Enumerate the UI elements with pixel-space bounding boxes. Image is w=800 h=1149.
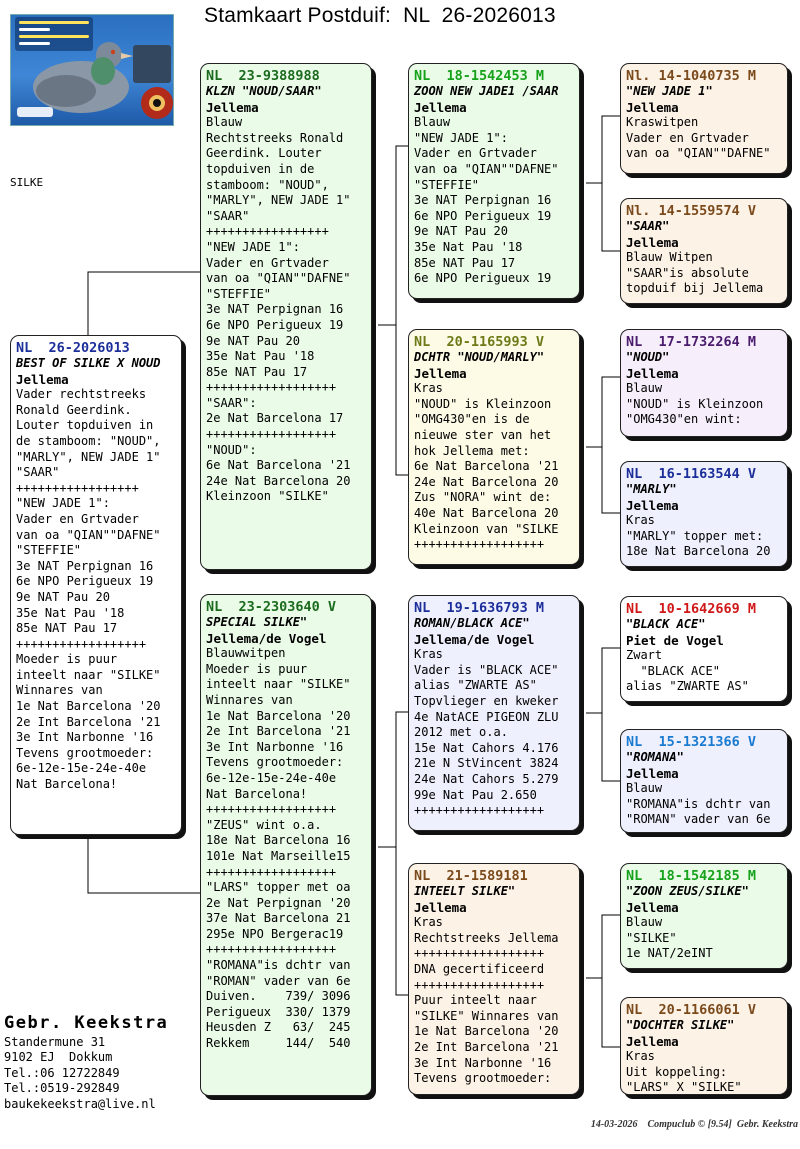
card-line: ++++++++++++++++++ xyxy=(206,802,337,817)
card-line: Tevens grootmoeder: xyxy=(16,745,154,760)
card-line: "OMG430"en is de xyxy=(414,412,530,427)
ring-number: NL 23-9388988 xyxy=(206,68,320,84)
ring-number: NL 26-2026013 xyxy=(16,340,130,356)
card-line: 35e Nat Pau '18 xyxy=(414,239,523,254)
card-line: "MARLY" topper met: xyxy=(626,528,764,543)
card-line: 9e NAT Pau 20 xyxy=(206,333,300,348)
card-line: ++++++++++++++++++ xyxy=(414,946,545,961)
card-line: 4e NatACE PIGEON ZLU xyxy=(414,709,559,724)
breeder-street: Standermune 31 xyxy=(4,1034,106,1049)
card-line: 1e NAT/2eINT xyxy=(626,946,713,961)
card-line: inteelt naar "SILKE" xyxy=(206,677,351,692)
owner-name: Jellema xyxy=(206,99,259,115)
pedigree-card-father[interactable] xyxy=(200,63,372,570)
card-line: Kleinzoon van "SILKE xyxy=(414,521,559,536)
pigeon-name: BEST OF SILKE X NOUD xyxy=(16,356,161,370)
card-line: 3e Int Narbonne '16 xyxy=(206,739,344,754)
pedigree-card-ff-mother[interactable] xyxy=(620,198,788,304)
feather-color: Kras xyxy=(414,381,443,396)
owner-name: Jellema xyxy=(414,365,467,381)
feather-color: Kras xyxy=(626,1049,655,1064)
owner-name: Jellema xyxy=(626,234,679,250)
card-line: 6e Nat Barcelona '21 xyxy=(206,458,351,473)
card-line: 18e Nat Barcelona 16 xyxy=(206,833,351,848)
owner-name: Jellema xyxy=(626,99,679,115)
ring-number: NL 15-1321366 V xyxy=(626,734,757,750)
feather-color: Blauw xyxy=(414,115,451,130)
card-line: "ROMAN" vader van 6e xyxy=(626,812,771,827)
card-line: Geerdink. Louter xyxy=(206,146,322,161)
card-line: 18e Nat Barcelona 20 xyxy=(626,544,771,559)
feather-color: Kras xyxy=(414,647,443,662)
card-line: 1e Nat Barcelona '20 xyxy=(16,699,161,714)
card-line: Tevens grootmoeder: xyxy=(206,755,344,770)
owner-name: Piet de Vogel xyxy=(626,632,724,648)
pigeon-name: "BLACK ACE" xyxy=(626,617,706,631)
card-line: Topvlieger en kweker xyxy=(414,693,559,708)
pedigree-card-mf-mother[interactable] xyxy=(620,729,788,833)
card-line: "SAAR": xyxy=(206,395,257,410)
card-line: 15e Nat Cahors 4.176 xyxy=(414,740,559,755)
pigeon-name: KLZN "NOUD/SAAR" xyxy=(206,84,322,98)
owner-name: Jellema xyxy=(626,1033,679,1049)
card-line: alias "ZWARTE AS" xyxy=(414,678,537,693)
card-line: "ROMANA"is dchtr van xyxy=(626,796,771,811)
card-line: 6e Nat Barcelona '21 xyxy=(414,459,559,474)
card-line: "LARS" topper met oa xyxy=(206,880,351,895)
pigeon-name: "ZOON ZEUS/SILKE" xyxy=(626,884,749,898)
card-line: 35e Nat Pau '18 xyxy=(16,605,125,620)
card-line: "SAAR" xyxy=(16,465,60,480)
card-line: Tevens grootmoeder: xyxy=(414,1071,552,1086)
card-line: 6e NPO Perigueux 19 xyxy=(16,574,154,589)
card-line: ++++++++++++++++++ xyxy=(16,636,147,651)
card-line: 3e Int Narbonne '16 xyxy=(414,1055,552,1070)
card-line: Vader is "BLACK ACE" xyxy=(414,662,559,677)
breeder-info xyxy=(4,1013,169,1112)
card-line: "MARLY", NEW JADE 1" xyxy=(16,449,161,464)
owner-name: Jellema xyxy=(626,365,679,381)
card-line: alias "ZWARTE AS" xyxy=(626,679,749,694)
breeder-email[interactable]: baukekeekstra@live.nl xyxy=(4,1096,156,1111)
card-line: "OMG430"en wint: xyxy=(626,412,742,427)
owner-name: Jellema xyxy=(626,497,679,513)
card-line: 3e Int Narbonne '16 xyxy=(16,730,154,745)
owner-name: Jellema xyxy=(626,765,679,781)
page-title: Stamkaart Postduif: NL 26-2026013 xyxy=(204,4,556,27)
card-line: DNA gecertificeerd xyxy=(414,961,545,976)
card-line: ++++++++++++++++++ xyxy=(206,427,337,442)
card-line: 2012 met o.a. xyxy=(414,725,508,740)
owner-name: Jellema xyxy=(626,899,679,915)
card-line: 9e NAT Pau 20 xyxy=(16,589,110,604)
card-line: Heusden Z 63/ 245 xyxy=(206,1020,351,1035)
card-line: 2e Int Barcelona '21 xyxy=(206,724,351,739)
card-line: Perigueux 330/ 1379 xyxy=(206,1004,351,1019)
card-line: 1e Nat Barcelona '20 xyxy=(206,708,351,723)
card-line: ++++++++++++++++++ xyxy=(414,803,545,818)
card-line: Moeder is puur xyxy=(16,652,118,667)
ring-number: NL 23-2303640 V xyxy=(206,599,337,615)
ring-number: NL 21-1589181 xyxy=(414,868,528,884)
card-line: Zus "NORA" wint de: xyxy=(414,490,552,505)
ring-number: NL 19-1636793 M xyxy=(414,600,545,616)
feather-color: Kraswitpen xyxy=(626,115,699,130)
card-line: "NOUD" is Kleinzoon xyxy=(414,396,552,411)
feather-color: Zwart xyxy=(626,648,663,663)
card-line: Louter topduiven in xyxy=(16,418,154,433)
card-line: +++++++++++++++++ xyxy=(206,224,329,239)
card-line: 2e Nat Barcelona 17 xyxy=(206,411,344,426)
card-line: Rekkem 144/ 540 xyxy=(206,1036,351,1051)
card-line: 21e N StVincent 3824 xyxy=(414,756,559,771)
card-line: 101e Nat Marseille15 xyxy=(206,848,351,863)
feather-color: Blauw Witpen xyxy=(626,250,713,265)
pedigree-card-mm-mother[interactable] xyxy=(620,997,788,1095)
card-line: van oa "QIAN""DAFNE" xyxy=(206,271,351,286)
pedigree-card-mf-father[interactable] xyxy=(620,596,788,702)
print-footer: 14-03-2026 Compuclub © [9.54] Gebr. Keekstra xyxy=(590,1119,798,1130)
card-line: "LARS" X "SILKE" xyxy=(626,1080,742,1095)
ring-number: Nl. 14-1040735 M xyxy=(626,68,757,84)
pedigree-card-fm-mother[interactable] xyxy=(620,461,788,567)
card-line: 85e NAT Pau 17 xyxy=(206,364,308,379)
ring-number: NL 17-1732264 M xyxy=(626,334,757,350)
card-line: 6e-12e-15e-24e-40e xyxy=(16,761,147,776)
card-line: Vader en Grtvader xyxy=(206,255,329,270)
card-line: 24e Nat Cahors 5.279 xyxy=(414,771,559,786)
card-line: 35e Nat Pau '18 xyxy=(206,349,315,364)
card-line: "STEFFIE" xyxy=(206,286,272,301)
card-line: nieuwe ster van het xyxy=(414,427,552,442)
card-line: van oa "QIAN""DAFNE" xyxy=(626,146,771,161)
card-line: 24e Nat Barcelona 20 xyxy=(206,473,351,488)
card-line: van oa "QIAN""DAFNE" xyxy=(16,527,161,542)
card-line: 3e NAT Perpignan 16 xyxy=(16,558,154,573)
card-line: "ROMAN" vader van 6e xyxy=(206,973,351,988)
card-line: Vader en Grtvader xyxy=(626,130,749,145)
card-line: Ronald Geerdink. xyxy=(16,402,132,417)
card-line: 99e Nat Pau 2.650 xyxy=(414,787,537,802)
card-line: Rechtstreeks Ronald xyxy=(206,130,344,145)
card-line: "SILKE" xyxy=(626,930,677,945)
pigeon-name: "NOUD" xyxy=(626,350,670,364)
pedigree-card-subject[interactable] xyxy=(10,335,182,835)
pedigree-card-fm-father[interactable] xyxy=(620,329,788,437)
card-line: "NEW JADE 1": xyxy=(414,130,508,145)
pigeon-name-label: SILKE xyxy=(10,176,44,189)
card-line: ++++++++++++++++++ xyxy=(414,977,545,992)
feather-color: Blauw xyxy=(626,915,663,930)
card-line: Moeder is puur xyxy=(206,661,308,676)
ring-number: NL 18-1542453 M xyxy=(414,68,545,84)
feather-color: Blauw xyxy=(206,115,243,130)
card-line: 85e NAT Pau 17 xyxy=(16,621,118,636)
card-line: Vader en Grtvader xyxy=(16,511,139,526)
card-line: ++++++++++++++++++ xyxy=(206,380,337,395)
card-line: Kleinzoon "SILKE" xyxy=(206,489,329,504)
pigeon-name: ZOON NEW JADE1 /SAAR xyxy=(414,84,559,98)
breeder-city: 9102 EJ Dokkum xyxy=(4,1050,113,1064)
ring-number: NL 20-1165993 V xyxy=(414,334,545,350)
pedigree-card-father-mother[interactable] xyxy=(408,329,580,565)
ring-number: NL 20-1166061 V xyxy=(626,1002,757,1018)
ring-number: NL 10-1642669 M xyxy=(626,601,757,617)
card-line: Duiven. 739/ 3096 xyxy=(206,989,351,1004)
card-line: "STEFFIE" xyxy=(16,543,82,558)
card-line: ++++++++++++++++++ xyxy=(206,864,337,879)
card-line: 6e NPO Perigueux 19 xyxy=(414,271,552,286)
card-line: 37e Nat Barcelona 21 xyxy=(206,911,351,926)
pedigree-card-mm-father[interactable] xyxy=(620,863,788,969)
card-line: "NOUD": xyxy=(206,442,257,457)
card-line: Vader rechtstreeks xyxy=(16,387,147,402)
owner-name: Jellema/de Vogel xyxy=(206,630,327,646)
card-line: de stamboom: "NOUD", xyxy=(16,433,161,448)
card-line: 2e Nat Perpignan '20 xyxy=(206,895,351,910)
card-line: "SILKE" Winnares van xyxy=(414,1008,559,1023)
owner-name: Jellema xyxy=(414,99,467,115)
card-line: 2e Int Barcelona '21 xyxy=(414,1039,559,1054)
card-line: Puur inteelt naar xyxy=(414,993,537,1008)
pigeon-name: "MARLY" xyxy=(626,482,677,496)
card-line: Winnares van xyxy=(16,683,103,698)
feather-color: Blauw xyxy=(626,781,663,796)
pigeon-name: SPECIAL SILKE" xyxy=(206,615,308,629)
pigeon-name: INTEELT SILKE" xyxy=(414,884,516,898)
pigeon-name: "NEW JADE 1" xyxy=(626,84,713,98)
pigeon-name: "DOCHTER SILKE" xyxy=(626,1018,735,1032)
ring-number: NL 16-1163544 V xyxy=(626,466,757,482)
card-line: 85e NAT Pau 17 xyxy=(414,255,516,270)
card-line: 295e NPO Bergerac19 xyxy=(206,926,344,941)
card-line: 9e NAT Pau 20 xyxy=(414,224,508,239)
owner-name: Jellema xyxy=(16,371,69,387)
card-line: Nat Barcelona! xyxy=(206,786,308,801)
pedigree-card-mother[interactable] xyxy=(200,594,372,1096)
pedigree-card-mother-father[interactable] xyxy=(408,595,580,831)
card-line: 6e NPO Perigueux 19 xyxy=(206,317,344,332)
card-line: +++++++++++++++++ xyxy=(16,480,139,495)
card-line: 3e NAT Perpignan 16 xyxy=(414,193,552,208)
card-line: "SAAR" xyxy=(206,208,250,223)
card-line: inteelt naar "SILKE" xyxy=(16,667,161,682)
card-line: ++++++++++++++++++ xyxy=(206,942,337,957)
breeder-phone-1: Tel.:06 12722849 xyxy=(4,1065,120,1080)
pedigree-card-ff-father[interactable] xyxy=(620,63,788,174)
card-line: "STEFFIE" xyxy=(414,177,480,192)
feather-color: Blauwwitpen xyxy=(206,646,286,661)
ring-number: NL 18-1542185 M xyxy=(626,868,757,884)
card-line: van oa "QIAN""DAFNE" xyxy=(414,161,559,176)
owner-name: Jellema/de Vogel xyxy=(414,631,535,647)
card-line: 1e Nat Barcelona '20 xyxy=(414,1024,559,1039)
breeder-phone-2: Tel.:0519-292849 xyxy=(4,1081,120,1095)
card-line: Vader en Grtvader xyxy=(414,146,537,161)
card-line: 2e Int Barcelona '21 xyxy=(16,714,161,729)
card-line: "SAAR"is absolute xyxy=(626,265,749,280)
card-line: 6e-12e-15e-24e-40e xyxy=(206,770,337,785)
card-line: "ZEUS" wint o.a. xyxy=(206,817,322,832)
ring-number: Nl. 14-1559574 V xyxy=(626,203,757,219)
card-line: Nat Barcelona! xyxy=(16,777,118,792)
pigeon-name: "SAAR" xyxy=(626,219,670,233)
card-line: stamboom: "NOUD", xyxy=(206,177,329,192)
card-line: topduif bij Jellema xyxy=(626,281,764,296)
card-line: hok Jellema met: xyxy=(414,443,530,458)
card-line: "NEW JADE 1": xyxy=(206,239,300,254)
card-line: ++++++++++++++++++ xyxy=(414,537,545,552)
owner-name: Jellema xyxy=(414,899,467,915)
card-line: "MARLY", NEW JADE 1" xyxy=(206,193,351,208)
card-line: Winnares van xyxy=(206,692,293,707)
card-line: Uit koppeling: xyxy=(626,1064,728,1079)
pedigree-card-mother-mother[interactable] xyxy=(408,863,580,1095)
card-line: 24e Nat Barcelona 20 xyxy=(414,474,559,489)
feather-color: Kras xyxy=(626,513,655,528)
card-line: "NOUD" is Kleinzoon xyxy=(626,396,764,411)
feather-color: Blauw xyxy=(626,381,663,396)
card-line: Rechtstreeks Jellema xyxy=(414,930,559,945)
card-line: "BLACK ACE" xyxy=(626,663,720,678)
pigeon-name: "ROMANA" xyxy=(626,750,684,764)
feather-color: Kras xyxy=(414,915,443,930)
card-line: 40e Nat Barcelona 20 xyxy=(414,505,559,520)
card-line: "NEW JADE 1": xyxy=(16,496,110,511)
pigeon-name: DCHTR "NOUD/MARLY" xyxy=(414,350,545,364)
card-line: 3e NAT Perpignan 16 xyxy=(206,302,344,317)
card-line: 6e NPO Perigueux 19 xyxy=(414,208,552,223)
card-line: "ROMANA"is dchtr van xyxy=(206,958,351,973)
card-line: topduiven in de xyxy=(206,161,315,176)
pigeon-name: ROMAN/BLACK ACE" xyxy=(414,616,530,630)
breeder-name: Gebr. Keekstra xyxy=(4,1013,169,1033)
pedigree-card-father-father[interactable] xyxy=(408,63,580,299)
